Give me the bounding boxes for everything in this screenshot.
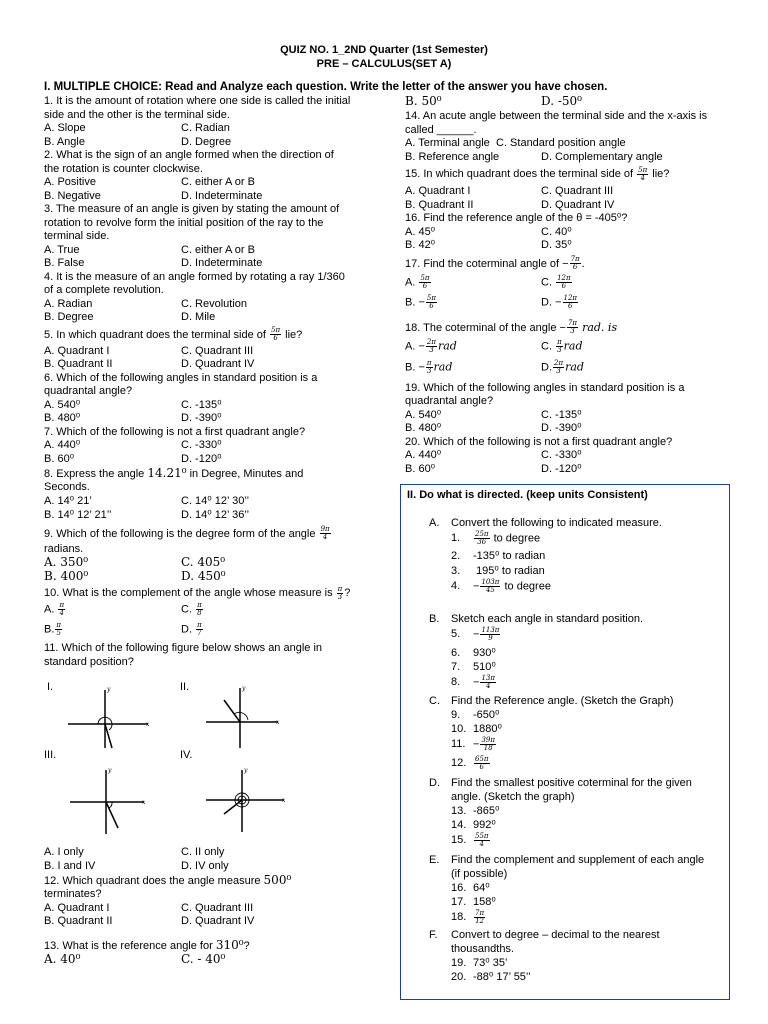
fraction: $\frac{5\pi}{6}$ (271, 326, 281, 343)
question-2-options-row-1 (44, 176, 374, 190)
option: B. Angle (44, 135, 85, 148)
question-12-line-2: terminates? (44, 888, 102, 900)
question-6-options-row-2 (44, 412, 374, 426)
item-20: 20. -88⁰ 17’ 55’’ (451, 971, 531, 983)
option: D. $\frac{2\pi}{3}$ rad (541, 358, 584, 375)
question-19-options-row-2 (405, 422, 727, 436)
question-16-stem: 16. Find the reference angle of the θ = -405⁰? (405, 212, 628, 224)
option: B. − $\frac{\pi}{3}$ rad (405, 358, 453, 375)
minus-sign: − (559, 321, 566, 334)
option: A. 440⁰ (405, 449, 442, 461)
option: B. Reference angle (405, 150, 500, 163)
question-12-options-row-1 (44, 902, 374, 916)
option: A. 40⁰ (44, 951, 81, 966)
question-18-options-row-1 (405, 339, 727, 360)
question-8-line-2: Seconds. (44, 481, 90, 493)
option: C. -135⁰ (181, 398, 222, 411)
option: A. Slope (44, 122, 86, 134)
option: C. Standard position angle (496, 137, 626, 149)
option: B. I and IV (44, 859, 96, 872)
option: C. II only (181, 846, 225, 858)
section-2-box: II. Do what is directed. (keep units Consistent) A. Convert the following to indicated measure. 1. $\frac{25\pi}{36}$ to degree 2. -135⁰ to radian 3. 195⁰ to radian 4. − $\frac{103\pi}{45}$ to degree B. Sketch each angle in standard position. 5. − $\frac{113\pi}{9}$ 6. 930⁰ 7. 510⁰ 8. − $\frac{13\pi}{4}$ C. Find the Reference angle. (Sketch the Graph) 9. -650⁰ 10. 1880⁰ 11. − $\frac{39\pi}{18}$ 12. $\frac{65\pi}{6}$ D. Find the smallest positive coterminal for the given angle. (Sketch the graph) 13. -865⁰ 14. 992⁰ 15. $\frac{55\pi}{4}$ E. Find the complement and supplement of each angle (if possible) 16. 64⁰ 17. 158⁰ 18. $\frac{7\pi}{12}$ F. Convert to degree – decimal to the nearest thousandths. 19. 73⁰ 35’ 20. -88⁰ 17’ 55’’ (400, 484, 730, 1000)
option: C. 40⁰ (541, 225, 572, 238)
option: A. Radian (44, 297, 93, 310)
option: D. Quadrant IV (541, 198, 615, 211)
item-6: 6. 930⁰ (451, 647, 496, 659)
question-4-line-1: 4. It is the measure of an angle formed by rotating a ray 1/360 (44, 270, 345, 283)
option: D. 14⁰ 12’ 36’’ (181, 508, 250, 521)
stem-text: ? (243, 939, 250, 952)
angle-figure-4 (200, 766, 290, 836)
question-20-line-1: 20. Which of the following is not a first quadrant angle? (405, 435, 673, 448)
option: D. Degree (181, 135, 232, 148)
question-5-options-row-2 (44, 358, 374, 372)
option: D. Indeterminate (181, 189, 263, 202)
option: D. -390⁰ (541, 422, 582, 434)
item-15: 15. $\frac{55\pi}{4}$ (451, 832, 489, 848)
question-8-stem (44, 466, 374, 481)
question-7-line-1: 7. Which of the following is not a first quadrant angle? (44, 425, 306, 438)
question-4-options-row-1 (44, 298, 374, 312)
quiz-subtitle: PRE – CALCULUS(SET A) (316, 58, 452, 70)
item-4: 4. − $\frac{103\pi}{45}$ to degree (451, 578, 551, 594)
question-6-options-row-1 (44, 399, 374, 413)
left-column (44, 95, 374, 669)
question-13-stem (44, 938, 374, 953)
svg-text:y: y (108, 767, 112, 774)
stem-text: 9. Which of the following is the degree form of the angle (44, 527, 316, 540)
option: D. Quadrant IV (181, 915, 255, 927)
question-19-line-1: 19. Which of the following angles in standard position is a (405, 381, 685, 394)
option: A. 540⁰ (44, 398, 81, 411)
question-6-line-1: 6. Which of the following angles in standard position is a (44, 371, 318, 384)
question-15-stem (405, 164, 727, 185)
option: C. Quadrant III (181, 901, 254, 914)
option: C. 14⁰ 12’ 30’’ (181, 494, 250, 507)
stem-text: lie? (285, 328, 303, 341)
item-19: 19. 73⁰ 35’ (451, 957, 508, 969)
stem-text: 13. What is the reference angle for (44, 939, 213, 952)
right-column (405, 95, 727, 476)
question-4-options-row-2 (44, 311, 374, 325)
stem-text: 18. The coterminal of the angle (405, 321, 557, 334)
option: A. $\frac{\pi}{4}$ (44, 601, 65, 617)
svg-text:x: x (282, 797, 286, 804)
question-8-options-row-2 (44, 509, 374, 523)
question-12-stem (44, 873, 374, 888)
item-3: 3. 195⁰ to radian (451, 565, 545, 577)
question-14-options-row-2 (405, 151, 727, 165)
question-12-options-row-2 (44, 915, 374, 929)
question-13-options-row-2 (405, 95, 727, 110)
figure-label-3: III. (44, 749, 57, 761)
stem-text: in Degree, Minutes and (189, 468, 304, 480)
question-10-stem (44, 584, 374, 602)
stem-text: 5. In which quadrant does the terminal side of (44, 328, 266, 341)
item-2: 2. -135⁰ to radian (451, 550, 546, 562)
svg-text:x: x (276, 719, 280, 726)
figure-label-2: II. (180, 681, 190, 693)
stem-text: 12. Which quadrant does the angle measure (44, 875, 261, 887)
option: B. $\frac{\pi}{5}$ (44, 621, 62, 637)
svg-text:x: x (142, 799, 146, 806)
figure-label-1: I. (47, 681, 54, 693)
option: B. Negative (44, 189, 101, 202)
item-16: 16. 64⁰ (451, 882, 490, 894)
option: B. 60⁰ (405, 462, 436, 475)
option: C. $\frac{\pi}{8}$ (181, 601, 202, 617)
svg-text:y: y (244, 767, 248, 774)
option: D. Complementary angle (541, 150, 663, 163)
section-2-heading: II. Do what is directed. (keep units Consistent) (407, 489, 648, 501)
option: A. Quadrant I (44, 901, 110, 914)
question-4-line-2: of a complete revolution. (44, 284, 164, 296)
option: D. -390⁰ (181, 412, 222, 424)
option: D. 35⁰ (541, 239, 572, 251)
option: B. Quadrant II (44, 915, 113, 927)
option: C. either A or B (181, 176, 255, 188)
question-18-stem (405, 317, 727, 339)
question-5-stem (44, 325, 374, 345)
question-9-options-row-1 (44, 556, 374, 570)
question-20-options-row-2 (405, 463, 727, 477)
question-14-options-row-1 (405, 137, 727, 151)
option: D. $\frac{\pi}{7}$ (181, 621, 202, 637)
option: C. -330⁰ (541, 449, 582, 461)
stem-text: 15. In which quadrant does the terminal side of (405, 168, 634, 180)
option: B. 480⁰ (44, 412, 81, 424)
option: C. -330⁰ (181, 439, 222, 451)
item-18: 18. $\frac{7\pi}{12}$ (451, 909, 485, 925)
stem-text: 10. What is the complement of the angle whose measure is (44, 587, 333, 599)
question-16-options-row-1 (405, 226, 727, 240)
option: B. False (44, 257, 85, 269)
option: D. Indeterminate (181, 257, 263, 269)
option: B. 14⁰ 12’ 21’’ (44, 508, 112, 521)
left-column-bottom (44, 846, 374, 968)
item-7: 7. 510⁰ (451, 661, 496, 673)
question-1-line-2: side and the other is the terminal side. (44, 108, 230, 121)
option: B. 400⁰ (44, 569, 89, 583)
option: A. 45⁰ (405, 225, 436, 238)
question-19-options-row-1 (405, 409, 727, 423)
option: D. -50⁰ (541, 94, 582, 108)
quiz-title: QUIZ NO. 1_2ND Quarter (1st Semester) (280, 44, 488, 56)
svg-text:y: y (107, 686, 111, 693)
question-14-line-2: called ______. (405, 123, 477, 136)
option: C. 405⁰ (181, 555, 226, 569)
option: D. Quadrant IV (181, 358, 255, 370)
question-10-options-row-2 (44, 622, 374, 642)
option: B. − $\frac{5\pi}{6}$ (405, 293, 436, 310)
question-15-options-row-2 (405, 199, 727, 213)
question-5-options-row-1 (44, 345, 374, 359)
question-11-line-2: standard position? (44, 655, 134, 668)
angle-figure-3 (62, 766, 162, 836)
item-14: 14. 992⁰ (451, 819, 496, 831)
option: C. Quadrant III (541, 185, 614, 197)
option: A. I only (44, 846, 84, 858)
question-17-stem: 17. Find the coterminal angle of − $\frac{7\pi}{6}$ . (405, 255, 585, 272)
option: D. Mile (181, 311, 216, 323)
item-17: 17. 158⁰ (451, 896, 496, 908)
question-7-options-row-1 (44, 439, 374, 453)
fraction: $\frac{9\pi}{4}$ (320, 525, 330, 542)
svg-text:x: x (146, 721, 150, 728)
option: D. − $\frac{12\pi}{6}$ (541, 293, 578, 310)
option: A. Quadrant I (405, 185, 471, 197)
stem-text: 8. Express the angle (44, 468, 145, 480)
option: C. $\frac{12\pi}{6}$ (541, 273, 571, 290)
question-3-line-3: terminal side. (44, 230, 110, 242)
option: C. Quadrant III (181, 344, 254, 357)
angle-value: 14.21⁰ (147, 466, 187, 480)
question-11-options-row-2 (44, 860, 374, 874)
question-3-line-2: rotation to revolve form the initial position of the ray to the (44, 216, 324, 229)
question-2-options-row-2 (44, 190, 374, 204)
question-9-line-2: radians. (44, 542, 84, 555)
angle-value: 500⁰ (263, 873, 292, 887)
option: B. Quadrant II (44, 358, 113, 370)
option: A. Quadrant I (44, 344, 110, 357)
question-6-line-2: quadrantal angle? (44, 385, 133, 397)
question-2-line-2: the rotation is counter clockwise. (44, 162, 203, 175)
stem-text: rad. is (582, 320, 618, 334)
option: A. 540⁰ (405, 408, 442, 421)
option: A. Terminal angle (405, 137, 490, 149)
option: C. Revolution (181, 297, 248, 310)
question-15-options-row-1 (405, 185, 727, 199)
item-12: 12. $\frac{65\pi}{6}$ (451, 755, 489, 771)
angle-figure-1 (60, 684, 160, 750)
question-1-options-row-1 (44, 122, 374, 136)
option: B. 480⁰ (405, 422, 442, 434)
option: C. Radian (181, 122, 230, 134)
question-16-options-row-2 (405, 239, 727, 253)
question-14-line-1: 14. An acute angle between the terminal side and the x-axis is (405, 110, 708, 122)
angle-figure-2 (200, 684, 290, 750)
option: A. $\frac{5\pi}{6}$ (405, 273, 430, 290)
option: B. 50⁰ (405, 94, 442, 108)
question-3-line-1: 3. The measure of an angle is given by stating the amount of (44, 203, 340, 215)
fraction: $\frac{5\pi}{4}$ (638, 165, 648, 182)
option: C. -135⁰ (541, 408, 582, 421)
question-17-options-row-1 (405, 275, 727, 295)
option: A. 350⁰ (44, 555, 89, 569)
stem-text: lie? (652, 168, 670, 180)
question-3-options-row-1 (44, 244, 374, 258)
question-9-stem (44, 523, 374, 543)
option: D. 450⁰ (181, 569, 226, 583)
item-9: 9. -650⁰ (451, 709, 500, 721)
question-11-line-1: 11. Which of the following figure below shows an angle in (44, 642, 323, 654)
option: A. True (44, 243, 80, 256)
question-8-options-row-1 (44, 495, 374, 509)
figure-label-4: IV. (180, 749, 193, 761)
section-1-heading: I. MULTIPLE CHOICE: Read and Analyze each question. Write the letter of the answer you have chosen. (44, 81, 608, 93)
option: B. 60⁰ (44, 452, 75, 465)
stem-text: ? (344, 587, 351, 599)
option: C. either A or B (181, 243, 255, 256)
question-19-line-2: quadrantal angle? (405, 395, 494, 407)
option: A. 14⁰ 21’ (44, 494, 92, 507)
fraction: $\frac{7\pi}{3}$ (567, 319, 578, 336)
option: A. 440⁰ (44, 439, 81, 451)
item-8: 8. − $\frac{13\pi}{4}$ (451, 674, 495, 690)
item-13: 13. -865⁰ (451, 805, 500, 817)
question-7-options-row-2 (44, 453, 374, 467)
item-1: 1. $\frac{25\pi}{36}$ to degree (451, 530, 541, 546)
question-9-options-row-2 (44, 570, 374, 584)
question-10-options-row-1 (44, 602, 374, 622)
option: D. IV only (181, 859, 229, 872)
option: B. Quadrant II (405, 198, 474, 211)
question-13-options-row-1 (44, 953, 374, 968)
option: B. 42⁰ (405, 239, 436, 251)
item-10: 10. 1880⁰ (451, 723, 502, 735)
question-20-options-row-1 (405, 449, 727, 463)
question-3-options-row-2 (44, 257, 374, 271)
question-2-line-1: 2. What is the sign of an angle formed when the direction of (44, 149, 334, 161)
item-5: 5. − $\frac{113\pi}{9}$ (451, 626, 500, 642)
minus-sign: − (562, 257, 569, 270)
option: D. -120⁰ (181, 452, 222, 465)
option: C. - 40⁰ (181, 951, 226, 966)
question-17-options-row-2 (405, 295, 727, 317)
angle-value: 310⁰ (215, 937, 244, 952)
option: A. Positive (44, 176, 96, 188)
svg-text:y: y (242, 685, 246, 692)
stem-text: 17. Find the coterminal angle of (405, 257, 560, 270)
option: C. $\frac{\pi}{3}$ rad (541, 337, 583, 354)
option: A. − $\frac{2\pi}{3}$ rad (405, 337, 457, 354)
question-18-options-row-2 (405, 360, 727, 382)
item-11: 11. − $\frac{39\pi}{18}$ (451, 736, 495, 752)
question-11-options-row-1 (44, 846, 374, 860)
fraction: $\frac{\pi}{3}$ (337, 584, 343, 601)
option: B. Degree (44, 311, 94, 323)
question-1-options-row-2 (44, 136, 374, 150)
fraction: $\frac{7\pi}{6}$ (570, 255, 580, 272)
option: D. -120⁰ (541, 462, 582, 475)
question-1-line-1: 1. It is the amount of rotation where one side is called the initial (44, 95, 351, 107)
